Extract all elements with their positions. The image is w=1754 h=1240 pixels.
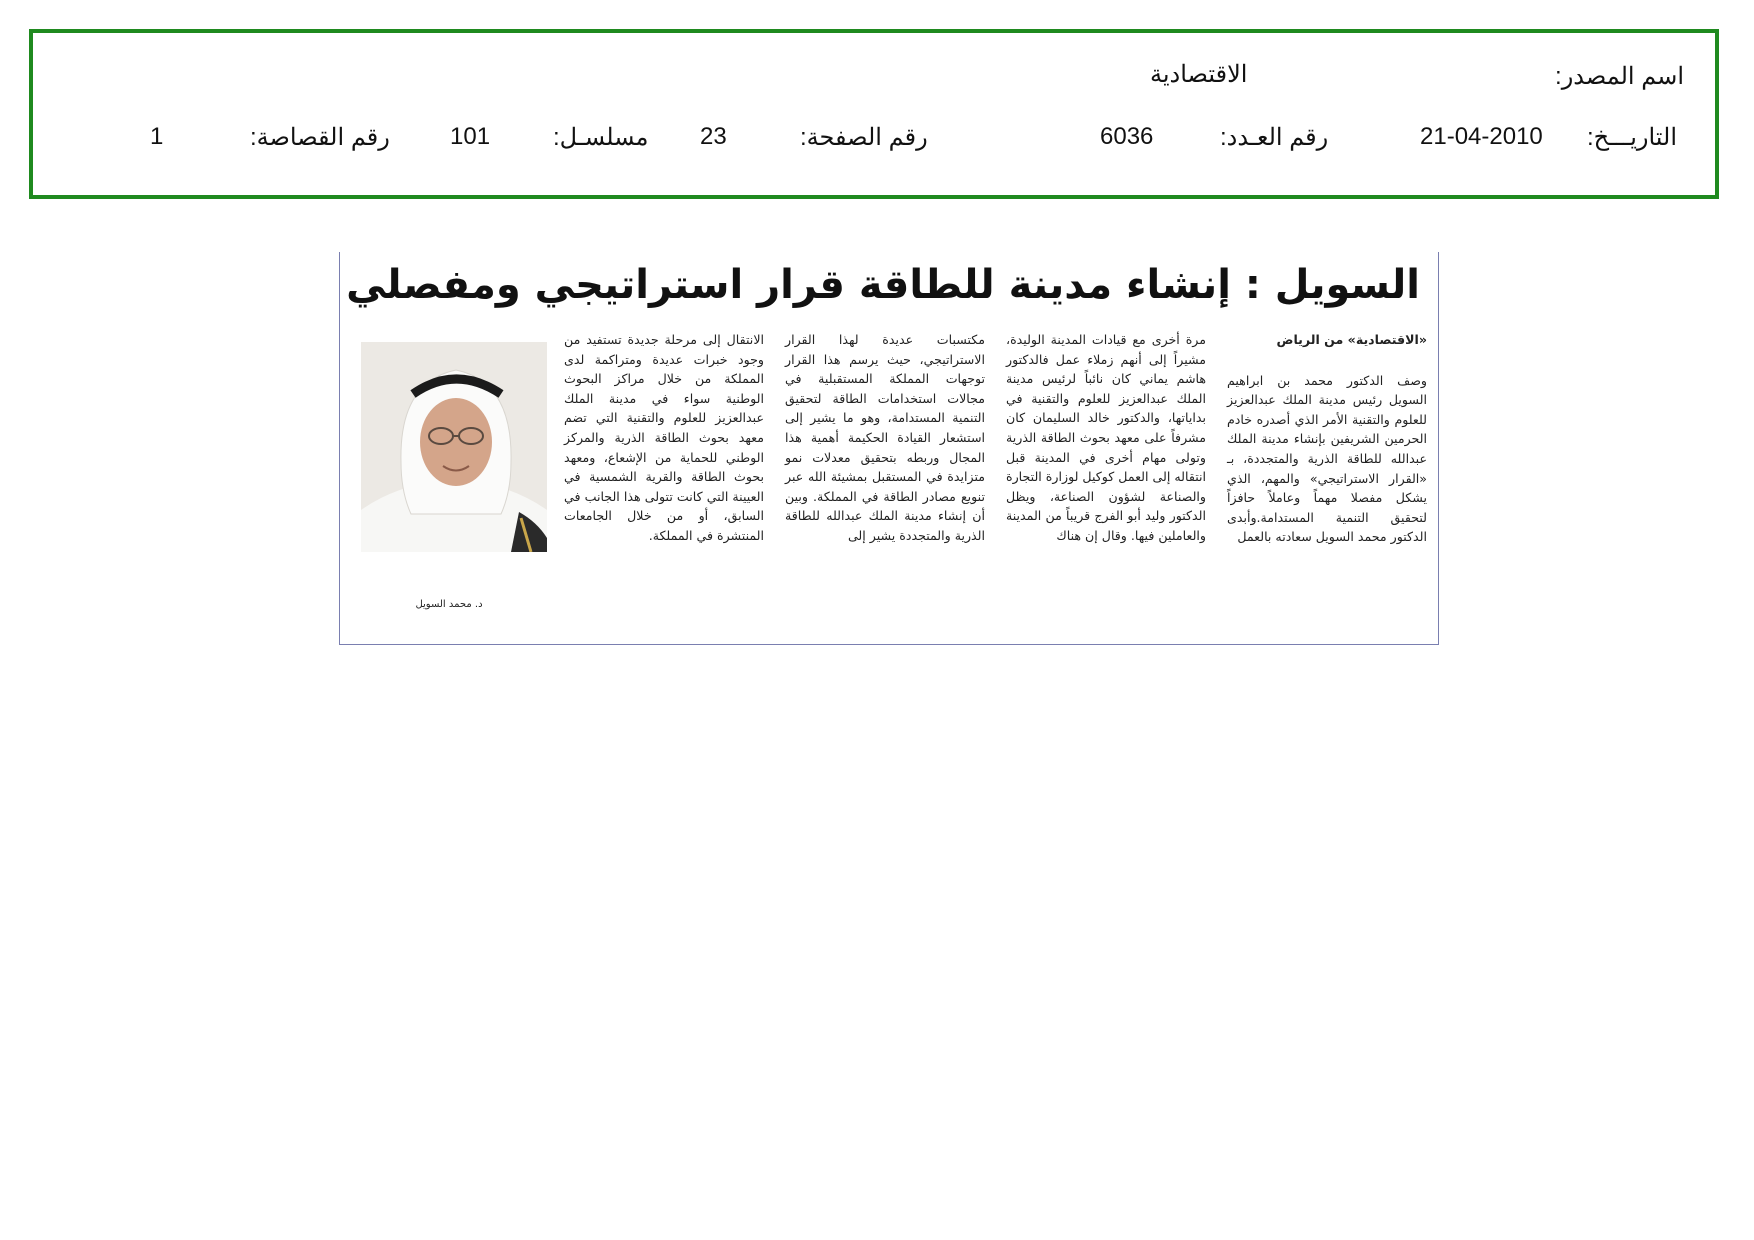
serial-value: 101 xyxy=(450,123,491,150)
photo-caption: د. محمد السويل xyxy=(415,599,483,610)
source-value: الاقتصادية xyxy=(1150,61,1248,88)
portrait-photo xyxy=(361,342,547,552)
page-label: رقم الصفحة: xyxy=(800,124,928,151)
metadata-box xyxy=(29,29,1719,199)
clip-value: 1 xyxy=(150,123,164,150)
column-4-text: الانتقال إلى مرحلة جديدة تستفيد من وجود خبرات عديدة ومتراكمة لدى المملكة من خلال مراكز البحوث الوطنية سواء في مدينة الملك عبدالعزيز للعلوم والتقنية التي تضم معهد بحوث الطاقة الذرية والمركز الوطني للحماية من الإشعاع، ومعهد بحوث الطاقة والقرية الشمسية في العيينة التي كانت تتولى هذا الجانب في السابق، أو من خلال الجامعات المنتشرة في المملكة. xyxy=(564,332,764,543)
date-label: التاريـــخ: xyxy=(1586,124,1677,151)
portrait-illustration xyxy=(361,342,547,552)
page-value: 23 xyxy=(700,123,727,150)
article-column-1 xyxy=(1227,330,1427,547)
article-headline: السويل : إنشاء مدينة للطاقة قرار استراتيجي ومفصلي xyxy=(346,262,1420,308)
article-column-2 xyxy=(1006,330,1206,546)
article-column-4 xyxy=(564,330,764,546)
date-value: 21-04-2010 xyxy=(1420,123,1543,150)
column-3-text: مكتسبات عديدة لهذا القرار الاستراتيجي، حيث يرسم هذا القرار توجهات المملكة المستقبلية في مجالات استخدامات الطاقة لتحقيق التنمية المستدامة، وهو ما يشير إلى استشعار القيادة الحكيمة أهمية هذا المجال وربطه بتحقيق معدلات نمو متزايدة في المستقبل بمشيئة الله عبر تنويع مصادر الطاقة في المملكة. وبين أن إنشاء مدينة الملك عبدالله للطاقة الذرية والمتجددة يشير إلى xyxy=(785,332,985,543)
column-1-text: وصف الدكتور محمد بن ابراهيم السويل رئيس مدينة الملك عبدالعزيز للعلوم والتقنية الأمر الذي أصدره خادم الحرمين الشريفين بإنشاء مدينة الملك عبدالله للطاقة الذرية والمتجددة، بـ «القرار الاستراتيجي» والمهم، الذي يشكل مفصلا مهماً وعاملاً حافزاً لتحقيق التنمية المستدامة.وأبدى الدكتور محمد السويل سعادته بالعمل xyxy=(1227,372,1427,545)
source-label: اسم المصدر: xyxy=(1555,63,1684,90)
article-byline: «الاقتصادية» من الرياض xyxy=(1276,332,1427,347)
article-column-3 xyxy=(785,330,985,546)
serial-label: مسلسـل: xyxy=(553,124,649,151)
newspaper-clipping xyxy=(339,252,1439,645)
issue-value: 6036 xyxy=(1100,123,1154,150)
column-2-text: مرة أخرى مع قيادات المدينة الوليدة، مشيراً إلى أنهم زملاء عمل فالدكتور هاشم يماني كان نائباً لرئيس مدينة الملك عبدالعزيز للعلوم والتقنية في بداياتها، والدكتور خالد السليمان كان مشرفاً على معهد بحوث الطاقة الذرية وتولى مهام أخرى في المدينة قبل انتقاله إلى العمل كوكيل لوزارة التجارة والصناعة لشؤون الصناعة، ويظل الدكتور وليد أبو الفرج قريباً من المدينة والعاملين فيها. وقال إن هناك xyxy=(1006,332,1206,543)
clip-label: رقم القصاصة: xyxy=(250,124,390,151)
issue-label: رقم العـدد: xyxy=(1220,124,1329,151)
